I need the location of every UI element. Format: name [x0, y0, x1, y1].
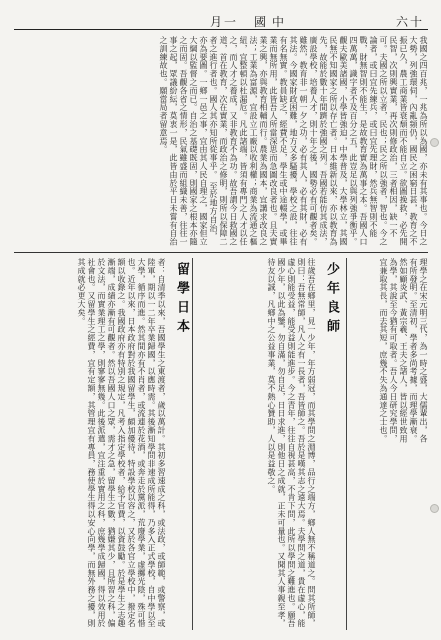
column-divider-right: [346, 258, 347, 630]
article-bottom-mid-body: [198, 258, 316, 630]
header-rule: [14, 29, 428, 30]
header-nation: 國中: [254, 15, 291, 29]
article-bottom-mid-title: 少年良師: [324, 262, 339, 338]
article-top-text-cont: 至於地方自治，亦為要圖。一鄉一邑之事，宜由其人民自理之，國家但立大綱以監督之而已。自治之基礎既固，則國家之根本亦隨之而固。吾觀各省之情形，民氣雖盛而組織未善，往往一事之起，眾議紛紜，莫衷一是，此皆由於平日未嘗有自治之訓練故也。願當局者留意焉。: [159, 36, 218, 246]
article-bottom-left-title: 留學日本: [174, 262, 189, 338]
column-divider-mid: [192, 258, 193, 630]
article-bottom-left-body: [14, 258, 166, 630]
binder-hole: [430, 504, 439, 513]
article-bottom-right-body: [352, 258, 428, 448]
binder-hole: [430, 138, 439, 147]
page-number: 六十: [395, 15, 424, 29]
page-header: [14, 12, 428, 32]
header-month: 月一: [210, 15, 239, 29]
article-bottom-left-text: 者：自清季以來，吾國學生之東渡者，歲以萬計。其初多習速成之科，或法政，或師範，或警察，或陸軍，期以一二年卒業歸國，以應時需。其後漸知學問非速成所能得，乃多入正式學校，自中學以至大學，循序而進。然其間亦有不肖者，或流連於花酒，或奔走於黨派，荒廢學業，虛擲光陰，殊可惜也。近年以來，日本政府對於我國留學生，頗加優待，特設學校以容之，又於各官立學校中，撥定名額以收錄之。我國政府亦有特別之規定，凡考入指定學校者，給予官費，以資鼓勵。於是學生之志趣漸端，成績亦漸有可觀者。然以吾國人口之眾，需才之急，留學生之數，猶嫌其少，且所習之科，偏於文法，而實業理工之學，則寥寥無幾。此後派遣，宜注重於實用之科，庶幾學成歸國，得以效用於社會也。又留學生之經費，宜有定額，其管理宜有專員，務使學生得以安心向學，而無外務之擾，則其成就必更大矣。: [77, 258, 166, 628]
section-divider: [14, 252, 428, 253]
article-top-text: 我國之四百兆，一兆為所以為國，亦未有其事也。今日之大勢，列強環伺，內亂頻仍，國民之困窮日甚，教育之不振已久，農工商業皆衰頹而不能自立。欲圖挽救，必先開民智，次則興實業，再次則修政治，三者相因，缺一不可。夫國之所以立者，民也；民之所以強者，智也。今之論者，或曰宜先練兵，或曰宜先理財，然兵無智則不能戰，財無智則不能生，是故教育實為萬事之本。吾國人口四萬萬，識字者不及百分之五，此豈足以與列強爭衡乎。觀夫歐美諸國，小學皆強迫，中學普及，大學林立，其國民無不知國家之所以存亡者。日本維新以來，亦以教育為先，故能於數十年間躋於強國之列。吾國若能仿其成法，廣設學校，培養人才，則十年之後，國勢必有可觀者矣。雖然，教育非一朝一夕之功，必有其人，必有其財，必有其法。今國家財政困難，地方又多騷擾，學校之設，往往有名無實。教員缺乏，經費不足，學生或中途輟學，或畢業而無所用，此皆吾人所當深思而急圖改良者也。且夫實業之興，亦與教育相輔而行。農業為國本，宜講求改良之法；工業為富源，宜設立工廠以收利權；商業為流通之樞紐，宜整頓以杜漏卮。凡此諸端，皆須有專門之人才以任之，而人才之養成，又非教育不為功。故吾謂今日救國之道，首在教育，次在實業，而政治之修明，則所以保障二者之進行者也。國人其亦知所從事乎。: [209, 36, 428, 246]
article-top-body: [14, 36, 428, 246]
article-bottom-right-text: 理學之在宋元明三代，為一時之盛，大儒輩出，各有所發明。至清初，學者多尚考據，而理學漸衰。然如顧炎武、黃宗羲、王夫之諸人，皆以經世致用為學，其說至今猶有可取者。吾人今日研究學問，宜兼取其長，而去其短，庶幾不失為通達之士也。: [379, 258, 428, 443]
article-bottom-mid-text: 往歲吾在鄉里，見一少年，年方弱冠，而其學問之淵博，品行之端方，鄉人無不稱道之。問其所師，則曰：吾無常師，凡人之有一長者，吾皆師之。吾於是嘆其志之遠大焉。夫學問之道，貴在虛心，能虛心則能受益，能受益則能進步。今之青年，往往自視甚高，不肯下問，此所以學問之難進也。願吾國少年，以此為鑒，勿自滿，勿自足，日日求進，則他日之成就，正未可量也。又聞其人事親至孝，待友以誠，凡鄉中之公益事業，莫不熱心贊助，人以是益敬之。: [267, 258, 316, 628]
